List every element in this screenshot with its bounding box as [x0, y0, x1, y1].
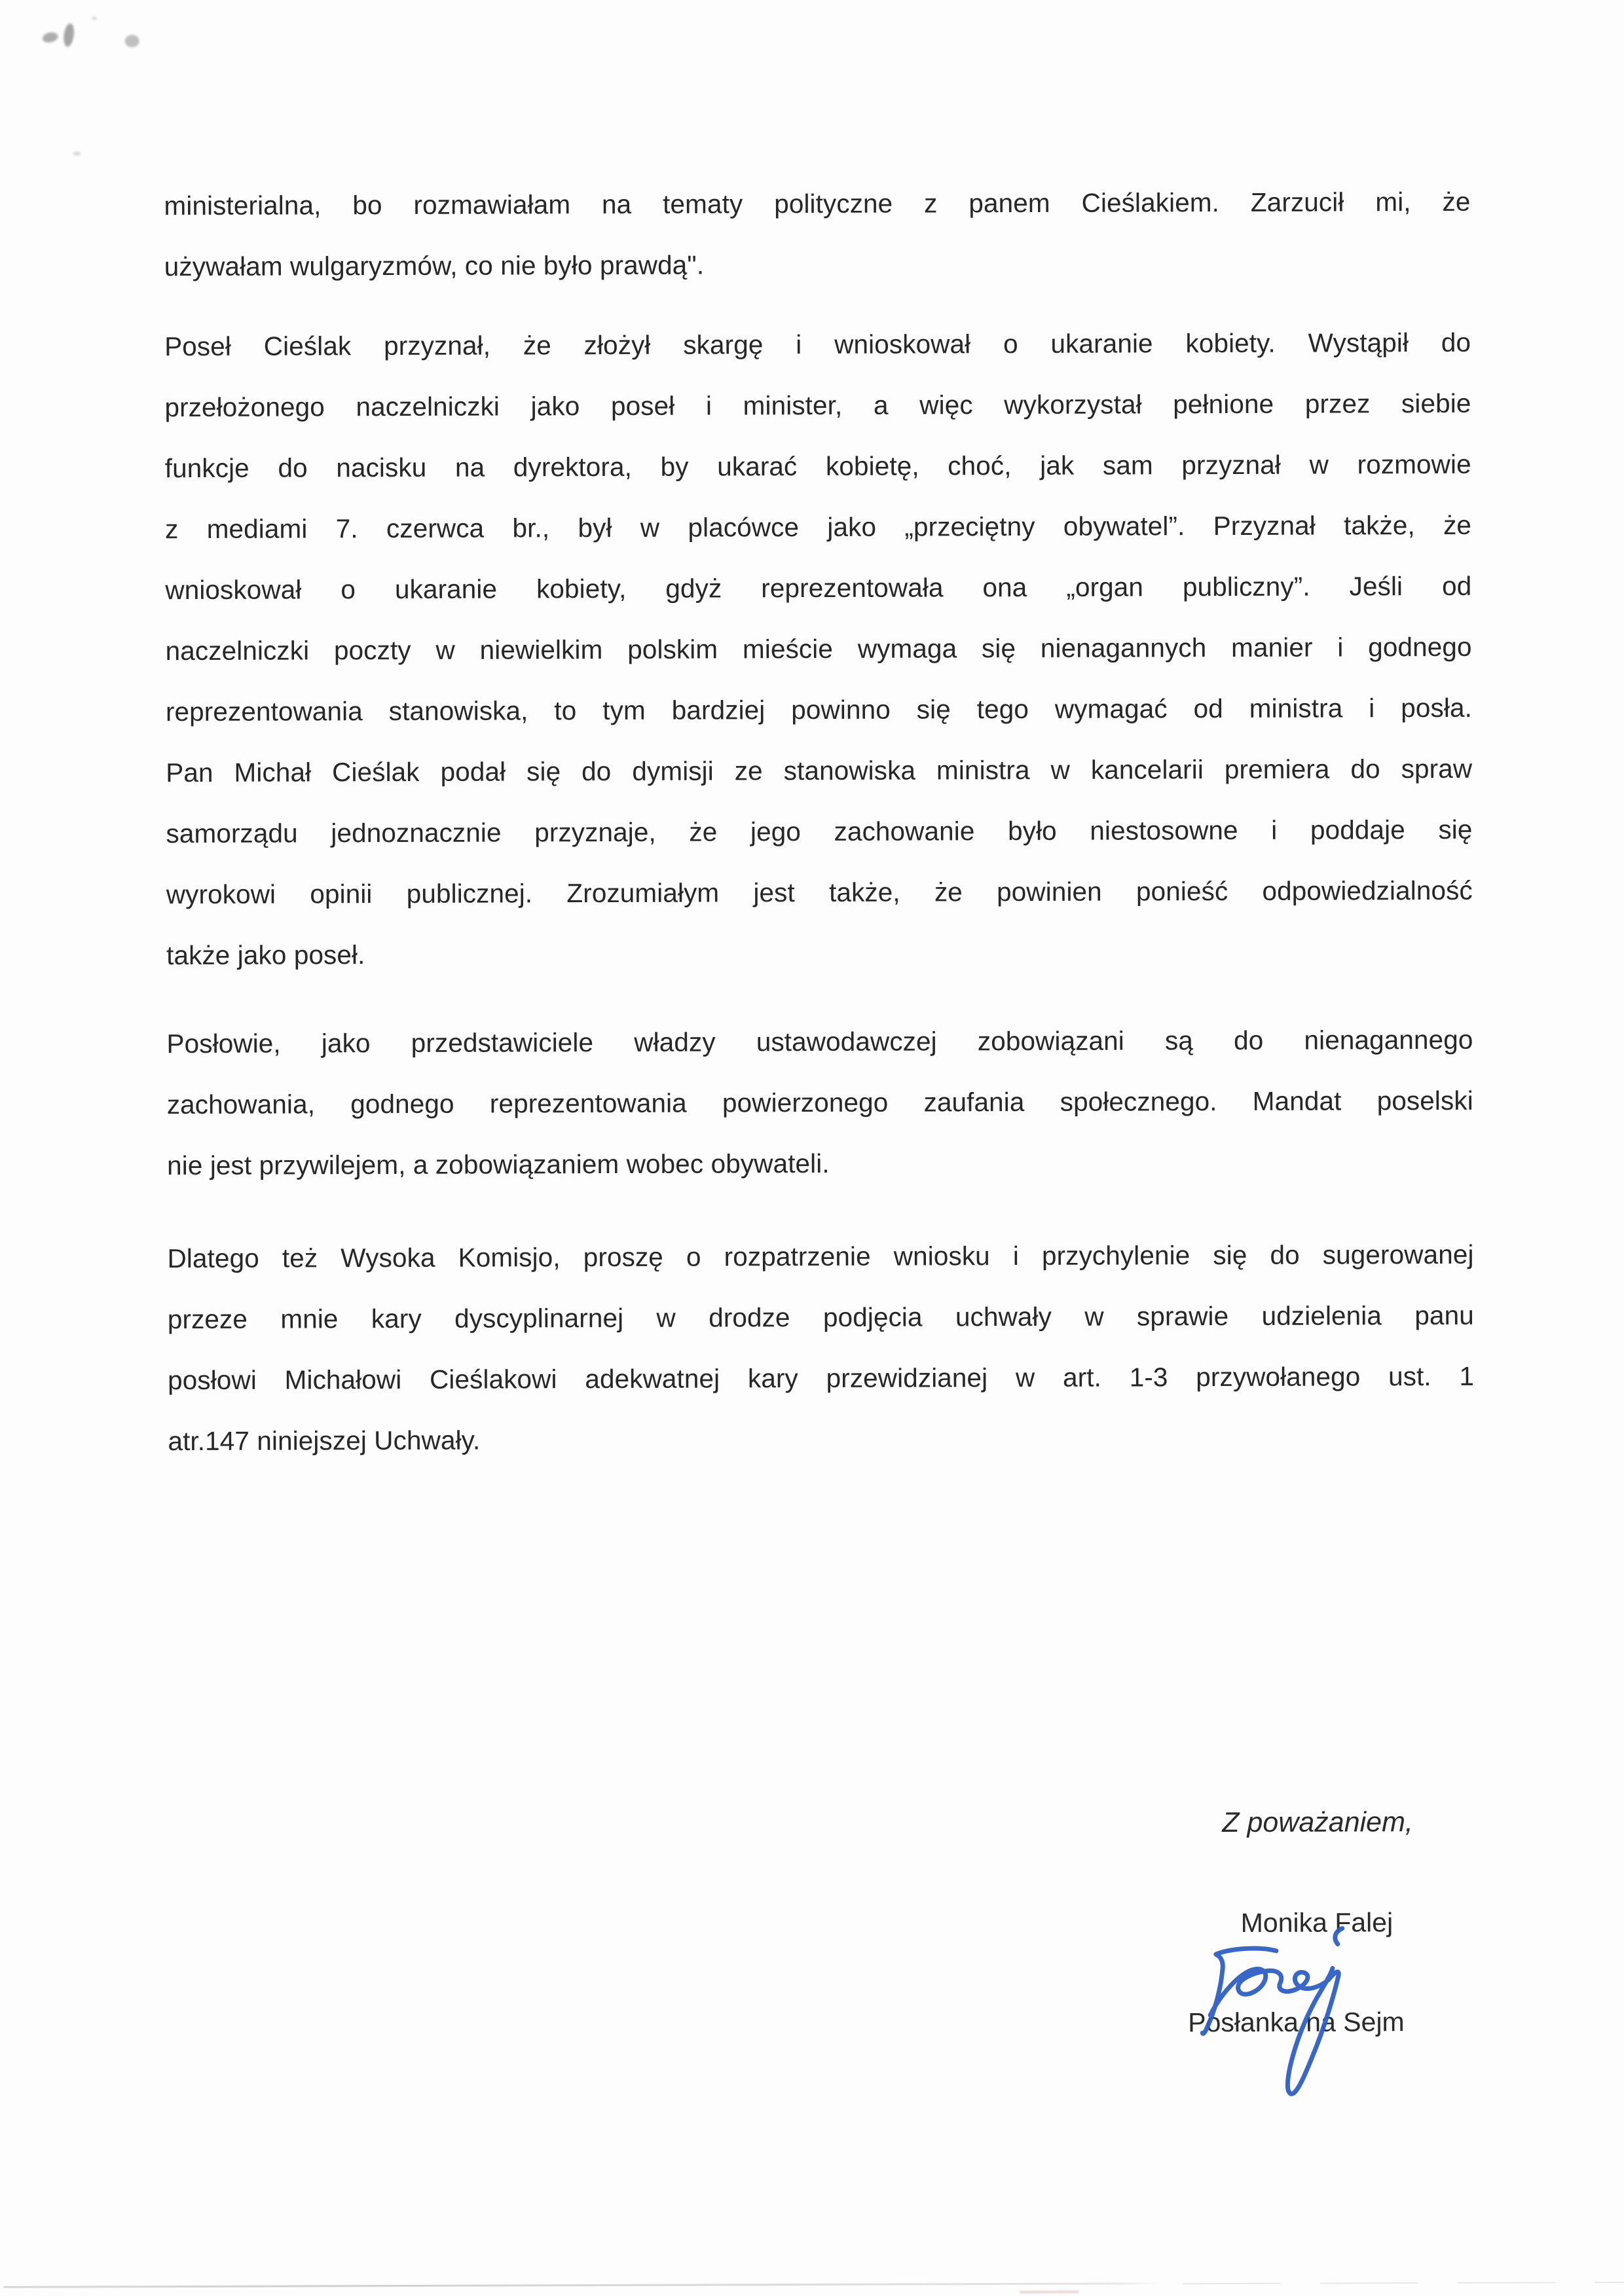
paragraph: [164, 172, 1471, 297]
text-line: Dlatego też Wysoka Komisjo, proszę o rozpatrzenie wniosku i przychylenie się do sugerowanej: [167, 1239, 1474, 1274]
paragraph: [164, 312, 1473, 986]
text-line: Posłowie, jako przedstawiciele władzy ustawodawczej zobowiązani są do nienagannego: [166, 1024, 1473, 1059]
scan-speck: [1020, 2291, 1079, 2293]
text-line: także jako poseł.: [166, 939, 365, 971]
scan-bottom-line: [3, 2282, 1159, 2288]
text-line: wyrokowi opinii publicznej. Zrozumiałym jest także, że powinien ponieść odpowiedzialność: [166, 875, 1473, 910]
signer-name: Monika Falej: [1240, 1907, 1393, 1938]
text-line: wnioskował o ukaranie kobiety, gdyż reprezentowała ona „organ publiczny”. Jeśli od: [165, 570, 1472, 606]
text-line: zachowania, godnego reprezentowania powierzonego zaufania społecznego. Mandat poselski: [166, 1085, 1473, 1120]
text-line: przeze mnie kary dyscyplinarnej w drodze podjęcia uchwały w sprawie udzielenia panu: [167, 1300, 1474, 1335]
signature-ink: [1194, 1922, 1372, 2119]
scan-smudge: [125, 35, 139, 47]
text-line: ministerialna, bo rozmawiałam na tematy polityczne z panem Cieślakiem. Zarzucił mi, że: [164, 186, 1471, 221]
text-line: z mediami 7. czerwca br., był w placówce jako „przeciętny obywatel”. Przyznał także, że: [164, 509, 1472, 545]
signature-hook-stroke: [1335, 1928, 1342, 1944]
text-line: samorządu jednoznacznie przyznaje, że jego zachowanie było niestosowne i poddaje się: [166, 814, 1473, 849]
valediction: Z poważaniem,: [1222, 1806, 1413, 1839]
text-line: atr.147 niniejszej Uchwały.: [168, 1425, 481, 1457]
text-line: nie jest przywilejem, a zobowiązaniem wobec obywateli.: [167, 1148, 830, 1181]
paragraph: [167, 1224, 1474, 1472]
text-line: posłowi Michałowi Cieślakowi adekwatnej kary przewidzianej w art. 1-3 przywołanego ust. 1: [168, 1360, 1475, 1396]
text-line: przełożonego naczelniczki jako poseł i minister, a więc wykorzystał pełnione przez siebie: [164, 388, 1471, 423]
text-line: naczelniczki poczty w niewielkim polskim mieście wymaga się nienagannych manier i godnego: [165, 631, 1472, 666]
scan-smudge: [92, 16, 97, 20]
text-line: używałam wulgaryzmów, co nie było prawdą".: [164, 249, 705, 282]
scan-smudge: [41, 31, 59, 44]
signer-title: Posłanka na Sejm: [1188, 2007, 1405, 2038]
text-line: Pan Michał Cieślak podał się do dymisji ze stanowiska ministra w kancelarii premiera do spraw: [166, 753, 1473, 788]
text-line: Poseł Cieślak przyznał, że złożył skargę i wnioskował o ukaranie kobiety. Wystąpił do: [164, 327, 1471, 362]
scan-bottom-line: [1182, 2282, 1624, 2284]
text-line: reprezentowania stanowiska, to tym bardziej powinno się tego wymagać od ministra i posła.: [165, 692, 1472, 727]
paragraph: [166, 1010, 1473, 1196]
scan-smudge: [73, 152, 81, 156]
scan-smudge: [62, 23, 75, 48]
text-line: funkcje do nacisku na dyrektora, by ukarać kobietę, choć, jak sam przyznał w rozmowie: [164, 448, 1471, 484]
